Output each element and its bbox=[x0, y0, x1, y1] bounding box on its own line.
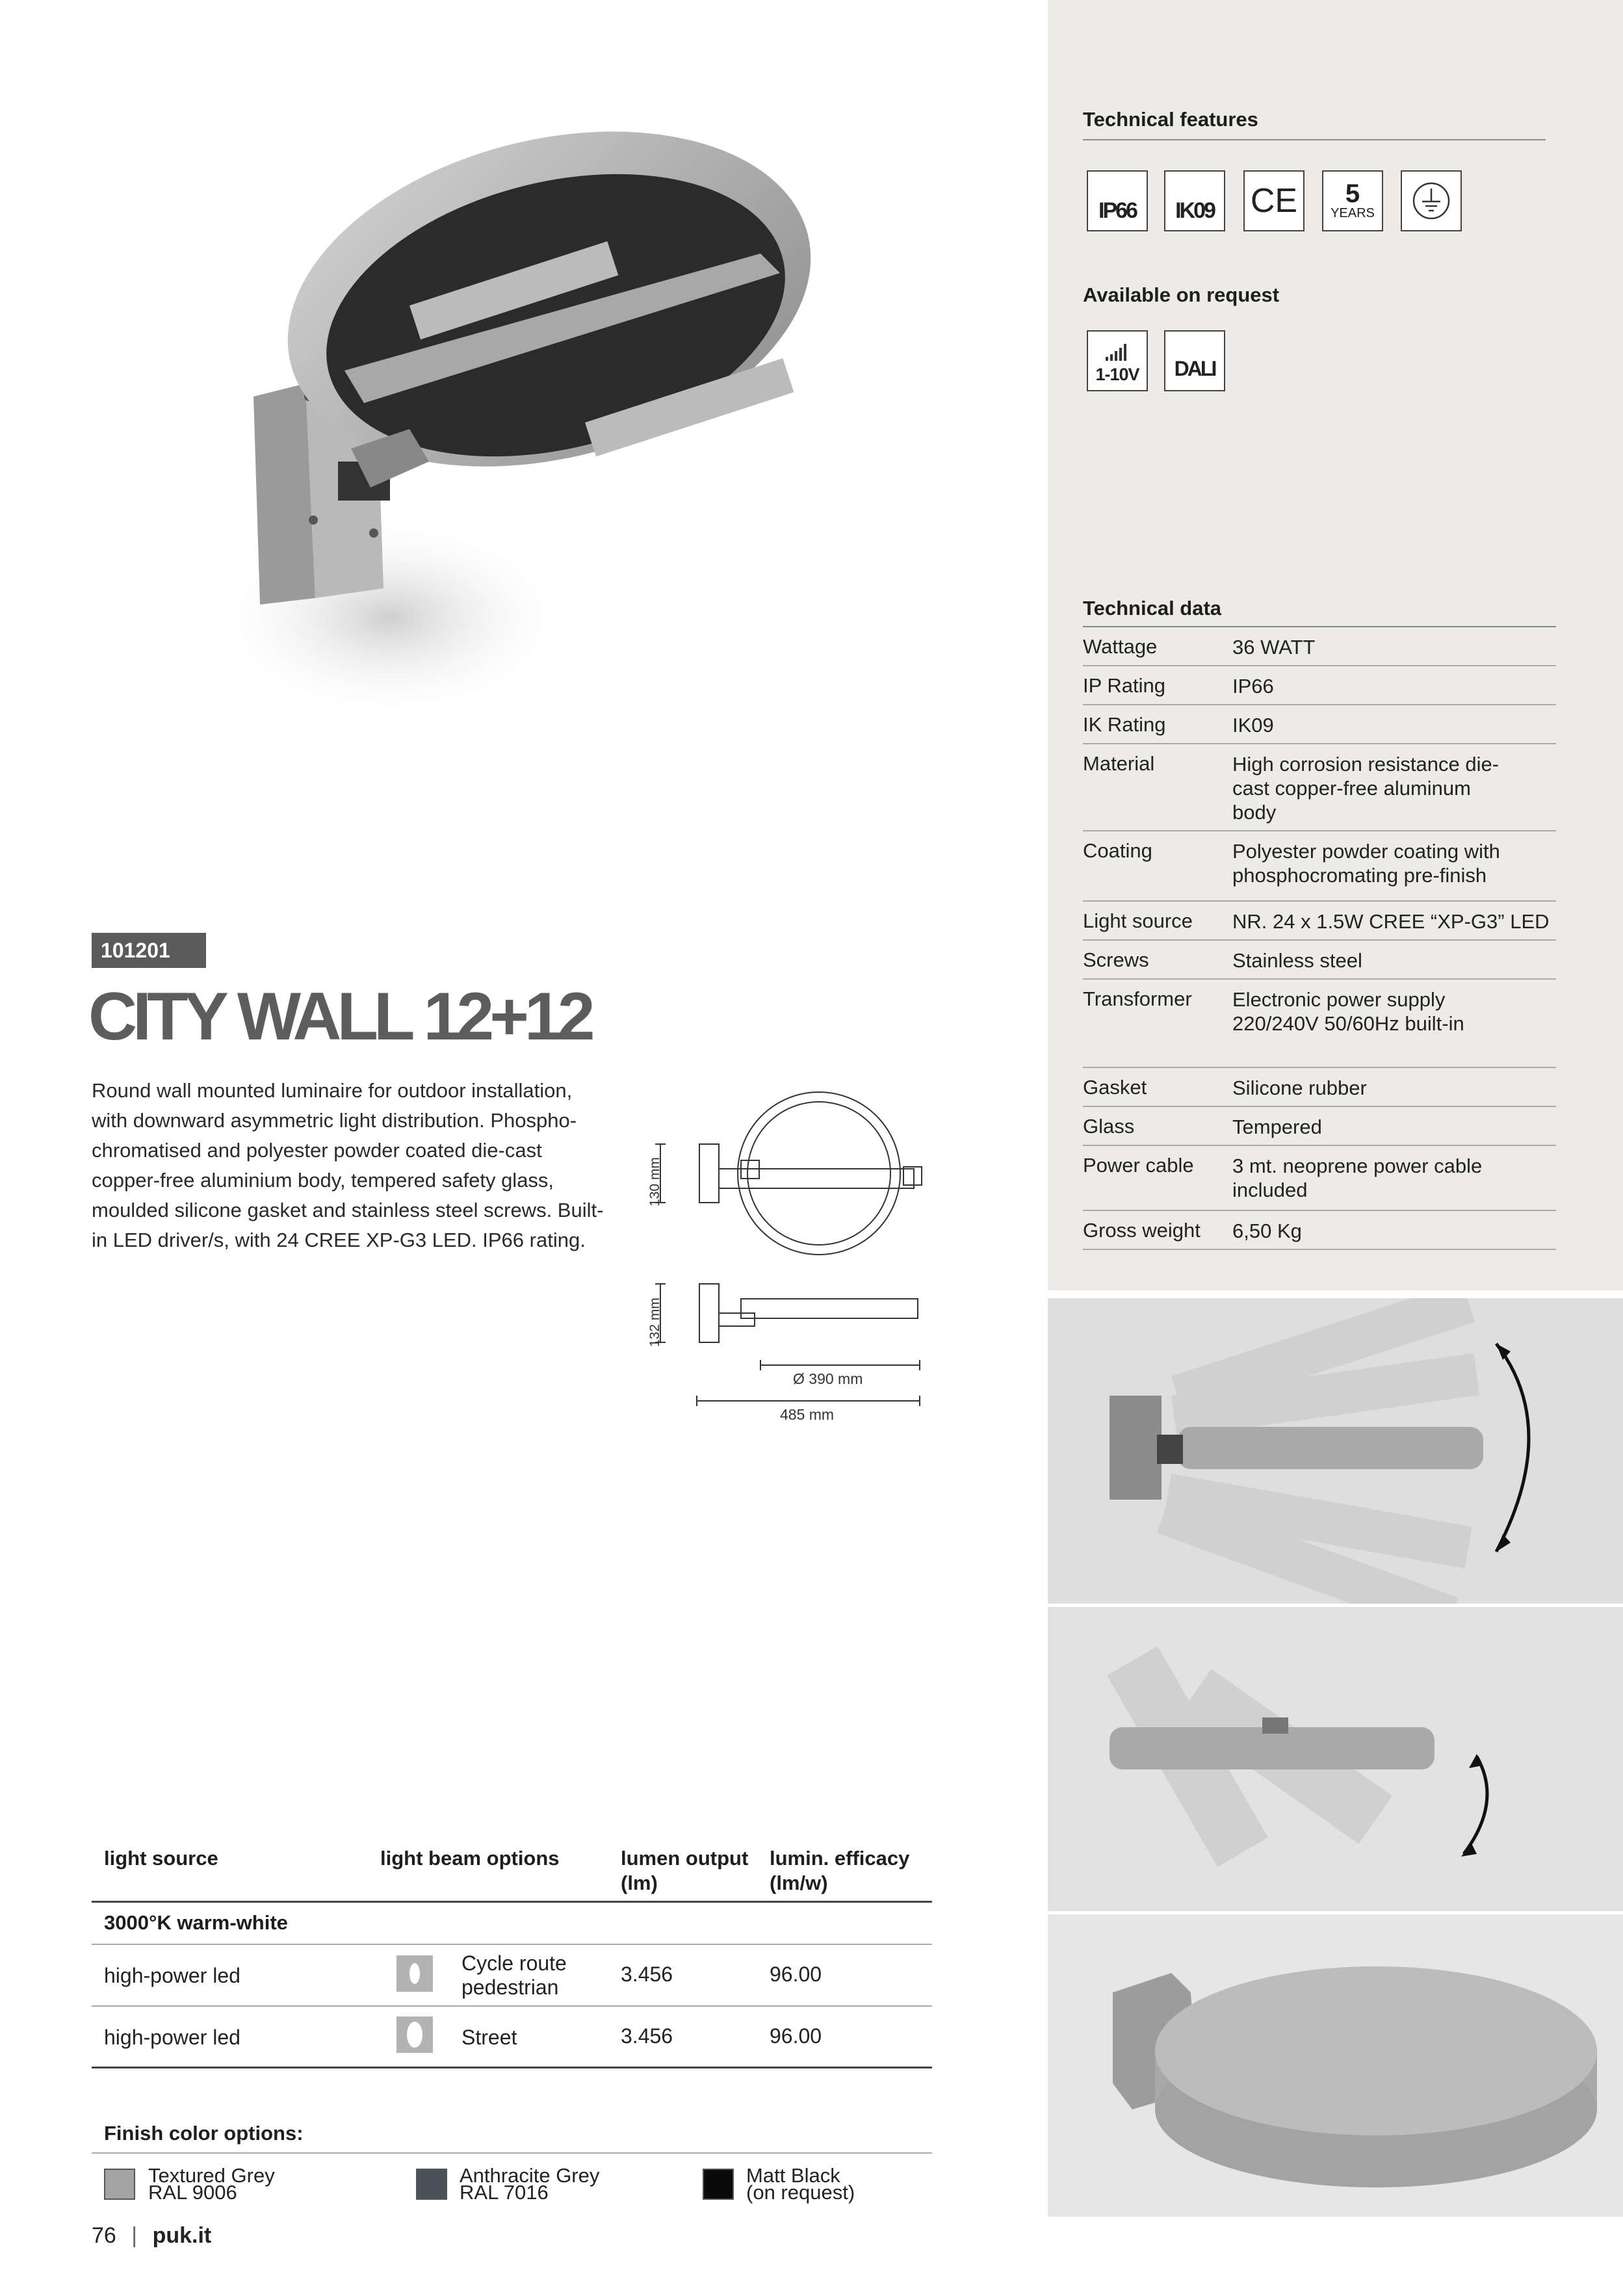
swatch-anthracite-grey bbox=[416, 2169, 447, 2200]
warranty-number: 5 bbox=[1345, 179, 1360, 208]
technical-data-title: Technical data bbox=[1083, 597, 1222, 620]
table-top-rule bbox=[92, 1901, 932, 1903]
row-divider bbox=[92, 1944, 932, 1945]
product-title: CITY WALL 12+12 bbox=[88, 979, 591, 1054]
dimming-1-10v-icon: 1-10V bbox=[1087, 330, 1148, 391]
header-lumin-efficacy: lumin. efficacy (lm/w) bbox=[770, 1847, 910, 1894]
dimension-length: 485 mm bbox=[780, 1406, 835, 1423]
dali-icon: DALI bbox=[1164, 330, 1225, 391]
color-temperature-group: 3000°K warm-white bbox=[104, 1911, 288, 1934]
ik09-badge-icon: IK09 bbox=[1164, 170, 1225, 231]
row1-efficacy: 96.00 bbox=[770, 1963, 822, 1986]
tilt-photo-1 bbox=[1048, 1298, 1623, 1604]
product-code-badge: 101201 bbox=[92, 933, 206, 968]
row2-beam: Street bbox=[461, 2026, 517, 2049]
technical-features-title: Technical features bbox=[1083, 108, 1258, 131]
back-view-photo bbox=[1048, 1914, 1623, 2217]
tech-row-wattage: Wattage 36 WATT bbox=[1083, 627, 1556, 666]
finish-options-title: Finish color options: bbox=[104, 2122, 304, 2145]
row2-lumen: 3.456 bbox=[621, 2024, 673, 2048]
tech-row-glass: Glass Tempered bbox=[1083, 1107, 1556, 1146]
ip66-badge-icon: IP66 bbox=[1087, 170, 1148, 231]
table-bottom-rule bbox=[92, 2067, 932, 2068]
street-beam-icon bbox=[396, 2016, 433, 2053]
earth-ground-icon bbox=[1401, 170, 1462, 231]
swatch-textured-grey bbox=[104, 2169, 135, 2200]
tech-row-power-cable: Power cable 3 mt. neoprene power cable included bbox=[1083, 1146, 1556, 1211]
row1-source: high-power led bbox=[104, 1964, 240, 1987]
warranty-badge-icon bbox=[1322, 170, 1383, 231]
available-on-request-title: Available on request bbox=[1083, 283, 1280, 306]
product-photo bbox=[195, 124, 923, 813]
finish-matt-black: Matt Black (on request) bbox=[746, 2164, 855, 2204]
header-light-beam: light beam options bbox=[380, 1847, 560, 1870]
header-lumen-output: lumen output (lm) bbox=[621, 1847, 749, 1894]
tech-row-gasket: Gasket Silicone rubber bbox=[1083, 1068, 1556, 1107]
tech-row-screws: Screws Stainless steel bbox=[1083, 941, 1556, 980]
site-link[interactable]: puk.it bbox=[152, 2223, 212, 2248]
swatch-matt-black bbox=[703, 2169, 734, 2200]
row1-beam: Cycle route pedestrian bbox=[461, 1951, 567, 1999]
footer-separator: | bbox=[131, 2223, 138, 2248]
tilt-photo-2 bbox=[1048, 1607, 1623, 1911]
footer bbox=[92, 2223, 211, 2249]
finish-divider bbox=[92, 2152, 932, 2154]
header-light-source: light source bbox=[104, 1847, 218, 1870]
dimension-height-front: 130 mm bbox=[647, 1157, 662, 1207]
tech-row-material: Material High corrosion resistance die-cast copper-free aluminum body bbox=[1083, 744, 1556, 831]
tech-row-light-source: Light source NR. 24 x 1.5W CREE “XP-G3” LED bbox=[1083, 902, 1556, 941]
warranty-unit: YEARS bbox=[1331, 206, 1375, 220]
divider bbox=[1083, 139, 1546, 140]
page-number: 76 bbox=[92, 2223, 116, 2248]
row2-source: high-power led bbox=[104, 2026, 240, 2049]
row2-efficacy: 96.00 bbox=[770, 2024, 822, 2048]
tech-row-ip-rating: IP Rating IP66 bbox=[1083, 666, 1556, 705]
tech-row-gross-weight: Gross weight 6,50 Kg bbox=[1083, 1211, 1556, 1250]
row1-lumen: 3.456 bbox=[621, 1963, 673, 1986]
dimension-diameter: Ø 390 mm bbox=[793, 1370, 863, 1387]
tech-row-ik-rating: IK Rating IK09 bbox=[1083, 705, 1556, 744]
product-description: Round wall mounted luminaire for outdoor installation, with downward asymmetric light distribution. Phospho-chromatised and polyester powder coated die-cast copper-free aluminium body, tempered safety glass, moulded silicone gasket and stainless steel screws. Built-in LED driver/s, with 24 CREE XP-G3 LED. IP66 rating. bbox=[92, 1079, 604, 1251]
signal-bars-icon bbox=[1104, 343, 1130, 362]
cycle-beam-icon bbox=[396, 1955, 433, 1992]
finish-anthracite-grey: Anthracite Grey RAL 7016 bbox=[460, 2164, 600, 2204]
finish-textured-grey: Textured Grey RAL 9006 bbox=[148, 2164, 275, 2204]
ce-mark-icon: CE bbox=[1243, 170, 1305, 231]
tech-row-transformer: Transformer Electronic power supply 220/240V 50/60Hz built-in bbox=[1083, 980, 1556, 1068]
tech-row-coating: Coating Polyester powder coating with phosphocromating pre-finish bbox=[1083, 831, 1556, 902]
dimension-height-side: 132 mm bbox=[647, 1298, 662, 1347]
row-divider bbox=[92, 2005, 932, 2007]
